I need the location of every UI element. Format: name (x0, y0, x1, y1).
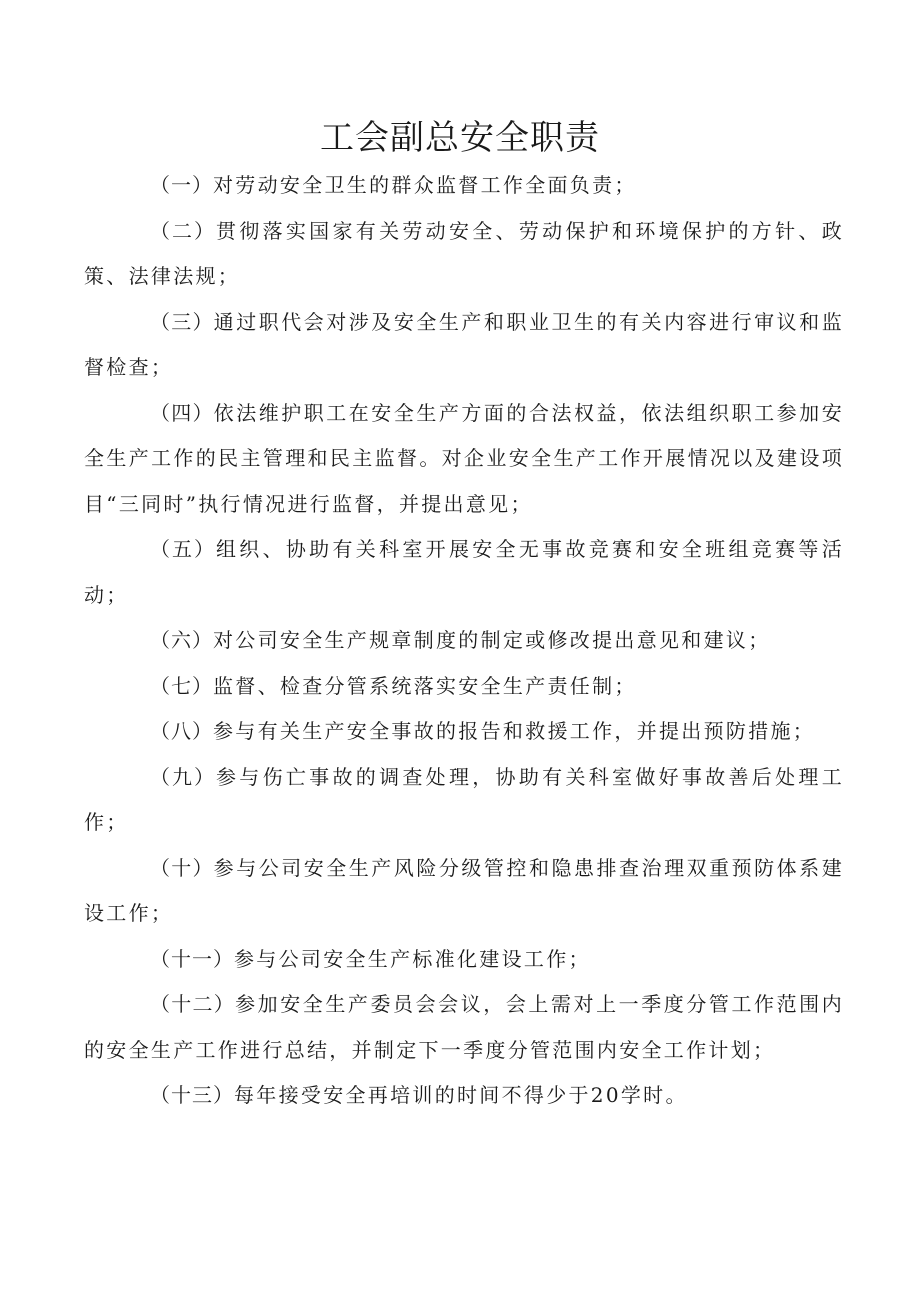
duty-item-text: 监督、检查分管系统落实安全生产责任制； (213, 673, 637, 698)
duty-item-text: 对公司安全生产规章制度的制定或修改提出意见和建议； (213, 628, 771, 652)
duty-item-2 (84, 209, 844, 300)
duty-item-text: 参与有关生产安全事故的报告和救援工作，并提出预防措施； (213, 719, 816, 743)
duty-item-text: 参与公司安全生产风险分级管控和隐患排查治理双重预防体系建设工作； (84, 855, 845, 925)
duty-item-4 (84, 391, 844, 528)
duty-item-1 (84, 163, 844, 209)
duty-item-number: （十三） (150, 1083, 234, 1107)
duty-item-number: （六） (150, 628, 213, 652)
duty-item-text: 对劳动安全卫生的群众监督工作全面负责； (213, 173, 637, 197)
duty-item-number: （五） (150, 537, 216, 561)
duty-item-text: 参与公司安全生产标准化建设工作； (234, 946, 591, 971)
duty-item-number: （十二） (150, 992, 236, 1016)
duty-item-text: 参与伤亡事故的调查处理，协助有关科室做好事故善后处理工作； (84, 764, 845, 834)
duty-item-text: 通过职代会对涉及安全生产和职业卫生的有关内容进行审议和监督检查； (84, 309, 845, 379)
duty-item-number: （二） (150, 218, 216, 243)
duty-item-6 (84, 618, 844, 664)
duty-item-text: 贯彻落实国家有关劳动安全、劳动保护和环境保护的方针、政策、法律法规； (84, 218, 845, 288)
duty-item-9 (84, 755, 844, 846)
duty-item-number: （八） (150, 719, 213, 743)
duty-item-number: （三） (150, 309, 214, 334)
duty-item-10 (84, 846, 844, 937)
duty-item-number: （十一） (150, 946, 234, 971)
duty-item-11 (84, 937, 844, 983)
duty-item-text: 参加安全生产委员会会议，会上需对上一季度分管工作范围内的安全生产工作进行总结，并制定下一季度分管范围内安全工作计划； (84, 992, 845, 1062)
duty-item-text: 每年接受安全再培训的时间不得少于20学时。 (234, 1083, 688, 1107)
duty-item-number: （十） (150, 855, 214, 880)
duty-item-number: （九） (150, 764, 216, 789)
duty-item-5 (84, 527, 844, 618)
duty-item-number: （四） (150, 400, 214, 425)
duty-item-12 (84, 982, 844, 1073)
duty-item-3 (84, 300, 844, 391)
document-title: 工会副总安全职责 (320, 118, 600, 158)
duty-item-text: 组织、协助有关科室开展安全无事故竞赛和安全班组竞赛等活动； (84, 537, 845, 607)
duty-item-7 (84, 664, 844, 710)
duty-item-number: （一） (150, 173, 213, 197)
duty-item-number: （七） (150, 673, 213, 698)
duty-item-text: 依法维护职工在安全生产方面的合法权益，依法组织职工参加安全生产工作的民主管理和民主监督。对企业安全生产工作开展情况以及建设项目“三同时”执行情况进行监督，并提出意见； (84, 400, 845, 516)
duty-item-13 (84, 1073, 844, 1119)
duty-item-8 (84, 709, 844, 755)
duty-list (84, 163, 844, 1119)
